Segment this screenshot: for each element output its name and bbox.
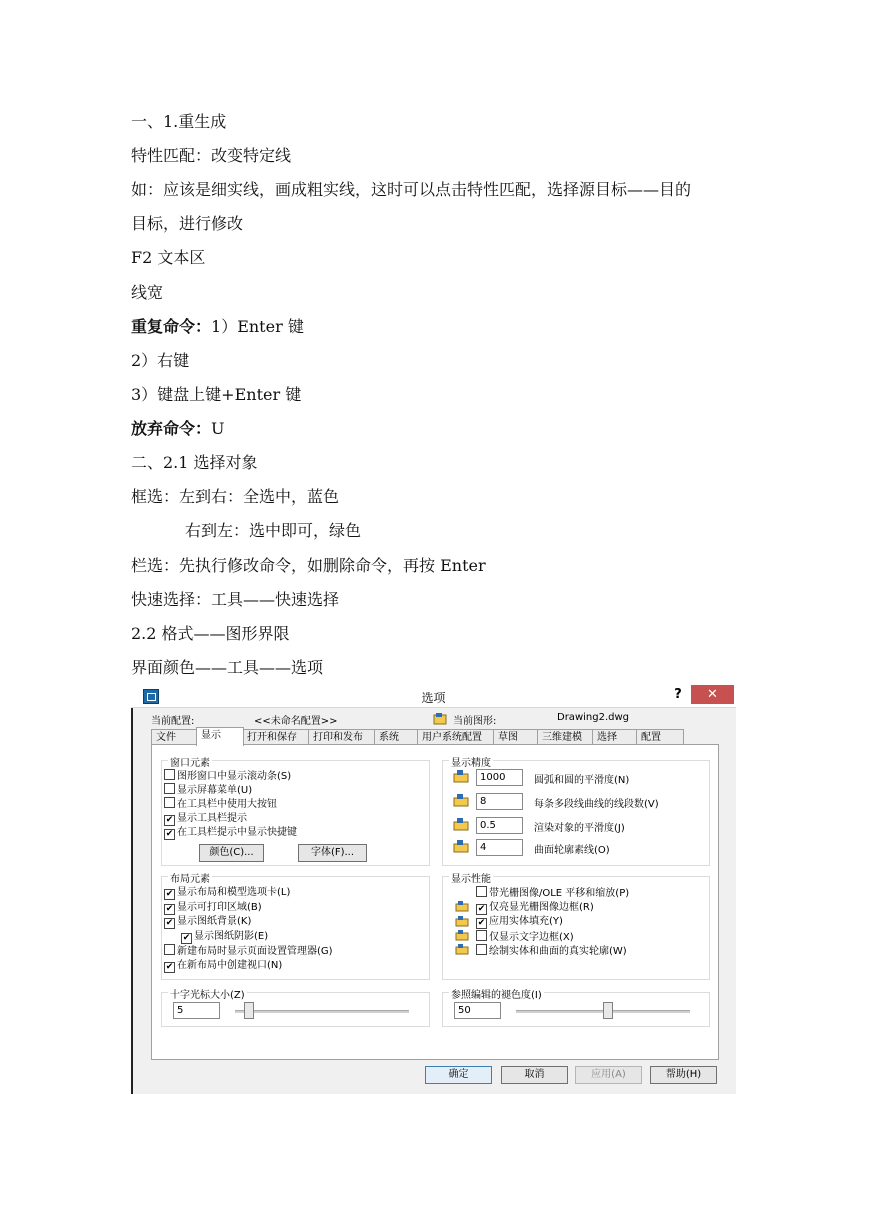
crosshair-size-group [161, 992, 430, 1027]
tab-3d-modeling[interactable]: 三维建模 [537, 729, 597, 745]
doc-line: 2）右键 [131, 351, 190, 370]
colors-button[interactable]: 颜色(C)... [199, 844, 264, 862]
performance-icon [455, 929, 469, 941]
rendered-smoothness-input[interactable]: 0.5 [476, 817, 523, 834]
doc-line: 快速选择：工具——快速选择 [131, 590, 340, 609]
doc-line: 线宽 [131, 283, 164, 302]
current-drawing-label: 当前图形: [453, 716, 497, 727]
tab-display[interactable]: 显示 [196, 727, 244, 746]
checkbox-solid-fill[interactable] [476, 915, 563, 929]
polyline-segments-input[interactable]: 8 [476, 793, 523, 810]
layout-elements-title: 布局元素 [168, 870, 212, 885]
checkbox-page-setup-manager[interactable] [164, 944, 333, 958]
checkbox-box[interactable]: ✔ [165, 829, 174, 839]
crosshair-size-title: 十字光标大小(Z) [168, 986, 247, 1001]
checkbox-label: 在新布局中创建视口(N) [177, 960, 283, 971]
checkbox-box[interactable] [164, 944, 175, 955]
drawing-file-icon [433, 713, 447, 725]
performance-icon [455, 915, 469, 927]
checkbox-printable-area[interactable] [164, 901, 262, 915]
checkbox-box[interactable]: ✔ [477, 904, 486, 914]
doc-text: 1）Enter 键 [211, 317, 304, 336]
checkbox-screen-menu[interactable] [164, 783, 252, 797]
display-performance-title: 显示性能 [449, 870, 493, 885]
current-drawing-value: Drawing2.dwg [557, 712, 629, 723]
window-elements-group [161, 760, 430, 866]
tab-selection[interactable]: 选择 [592, 729, 640, 745]
current-profile-label: 当前配置: [151, 716, 195, 727]
checkbox-box[interactable]: ✔ [165, 918, 174, 928]
ok-button[interactable]: 确定 [425, 1066, 492, 1084]
contour-lines-label: 曲面轮廓素线(O) [534, 845, 610, 856]
precision-icon [453, 839, 469, 853]
current-profile-value: <<未命名配置>> [254, 716, 338, 727]
doc-line-repeat-command [131, 316, 304, 338]
checkbox-label: 仅显示文字边框(X) [489, 932, 574, 943]
precision-icon [453, 769, 469, 783]
layout-elements-group [161, 876, 430, 980]
doc-line: 特性匹配：改变特定线 [131, 146, 292, 165]
checkbox-box[interactable]: ✔ [165, 904, 174, 914]
help-button[interactable]: 帮助(H) [650, 1066, 717, 1084]
doc-line: 二、2.1 选择对象 [131, 453, 258, 472]
checkbox-paper-shadow[interactable] [181, 930, 268, 944]
checkbox-true-silhouettes[interactable] [476, 944, 627, 958]
crosshair-size-input[interactable]: 5 [173, 1002, 220, 1019]
checkbox-large-buttons[interactable] [164, 797, 277, 811]
checkbox-label: 绘制实体和曲面的真实轮廓(W) [489, 946, 627, 957]
polyline-segments-label: 每条多段线曲线的线段数(V) [534, 799, 659, 810]
checkbox-label: 带光栅图像/OLE 平移和缩放(P) [489, 888, 630, 899]
doc-bold-term: 重复命令： [131, 317, 212, 336]
doc-line: 目标，进行修改 [131, 214, 244, 233]
tab-plot-publish[interactable]: 打印和发布 [308, 729, 380, 745]
arc-circle-smoothness-input[interactable]: 1000 [476, 769, 523, 786]
tab-open-save[interactable]: 打开和保存 [242, 729, 314, 745]
display-precision-title: 显示精度 [449, 754, 493, 769]
display-tab-panel [151, 744, 719, 1060]
checkbox-label: 在工具栏中使用大按钮 [177, 799, 277, 810]
checkbox-label: 显示图纸背景(K) [177, 916, 252, 927]
xref-fade-slider-thumb[interactable] [603, 1002, 613, 1019]
checkbox-box[interactable] [476, 944, 487, 955]
checkbox-box[interactable]: ✔ [182, 933, 191, 943]
rendered-smoothness-label: 渲染对象的平滑度(J) [534, 823, 625, 834]
xref-fade-title: 参照编辑的褪色度(I) [449, 986, 544, 1001]
checkbox-box[interactable] [164, 783, 175, 794]
checkbox-box[interactable]: ✔ [165, 962, 174, 972]
precision-icon [453, 793, 469, 807]
fonts-button[interactable]: 字体(F)... [298, 844, 367, 862]
doc-line: 界面颜色——工具——选项 [131, 658, 324, 677]
checkbox-text-boundary-only[interactable] [476, 930, 574, 944]
arc-circle-smoothness-label: 圆弧和圆的平滑度(N) [534, 775, 630, 786]
doc-line: 右到左：选中即可，绿色 [185, 521, 362, 540]
tab-files[interactable]: 文件 [151, 729, 199, 745]
performance-icon [455, 943, 469, 955]
precision-icon [453, 817, 469, 831]
help-icon[interactable]: ? [674, 687, 682, 702]
checkbox-label: 图形窗口中显示滚动条(S) [177, 771, 292, 782]
close-button[interactable]: ✕ [691, 685, 734, 704]
dialog-title: 选项 [421, 691, 446, 705]
doc-line-undo-command [131, 418, 225, 440]
doc-line: 一、1.重生成 [131, 112, 227, 131]
tab-system[interactable]: 系统 [374, 729, 422, 745]
xref-fade-input[interactable]: 50 [454, 1002, 501, 1019]
window-elements-title: 窗口元素 [168, 754, 212, 769]
dialog-left-edge [131, 685, 133, 1094]
checkbox-box[interactable] [476, 930, 487, 941]
doc-line: 框选：左到右：全选中，蓝色 [131, 487, 340, 506]
checkbox-box[interactable]: ✔ [165, 889, 174, 899]
checkbox-label: 仅亮显光栅图像边框(R) [489, 902, 594, 913]
doc-line: 栏选：先执行修改命令，如删除命令，再按 Enter [131, 556, 486, 575]
tab-profiles[interactable]: 配置 [636, 729, 684, 745]
checkbox-tooltips[interactable] [164, 812, 247, 826]
checkbox-box[interactable] [164, 769, 175, 780]
checkbox-box[interactable] [476, 886, 487, 897]
checkbox-label: 应用实体填充(Y) [489, 916, 563, 927]
apply-button[interactable]: 应用(A) [575, 1066, 642, 1084]
xref-fade-group [442, 992, 710, 1027]
checkbox-shortcut-keys-in-tooltips[interactable] [164, 826, 297, 840]
doc-line: 2.2 格式——图形界限 [131, 624, 290, 643]
tab-user-preferences[interactable]: 用户系统配置 [417, 729, 499, 745]
contour-lines-input[interactable]: 4 [476, 839, 523, 856]
checkbox-label: 在工具栏提示中显示快捷键 [177, 827, 297, 838]
checkbox-label: 显示布局和模型选项卡(L) [177, 887, 291, 898]
doc-line: 如：应该是细实线，画成粗实线，这时可以点击特性匹配，选择源目标——目的 [131, 180, 692, 199]
checkbox-box[interactable]: ✔ [477, 918, 486, 928]
checkbox-create-viewport[interactable] [164, 959, 282, 973]
checkbox-label: 显示屏幕菜单(U) [177, 785, 253, 796]
display-performance-group [442, 876, 710, 980]
doc-text: U [211, 419, 225, 438]
checkbox-raster-pan-zoom[interactable] [476, 886, 629, 900]
checkbox-label: 显示可打印区域(B) [177, 902, 262, 913]
cancel-button[interactable]: 取消 [501, 1066, 568, 1084]
display-precision-group [442, 760, 710, 866]
crosshair-size-slider-track[interactable] [235, 1010, 409, 1013]
checkbox-box[interactable]: ✔ [165, 815, 174, 825]
performance-icon [455, 900, 469, 912]
doc-line: 3）键盘上键+Enter 键 [131, 385, 302, 404]
checkbox-box[interactable] [164, 797, 175, 808]
tab-drafting[interactable]: 草图 [493, 729, 541, 745]
checkbox-label: 显示图纸阴影(E) [194, 931, 269, 942]
checkbox-scroll-bars[interactable] [164, 769, 291, 783]
dialog-titlebar[interactable] [131, 685, 736, 708]
checkbox-label: 显示工具栏提示 [177, 813, 247, 824]
options-dialog [131, 685, 736, 1094]
checkbox-label: 新建布局时显示页面设置管理器(G) [177, 946, 333, 957]
doc-bold-term: 放弃命令： [131, 419, 212, 438]
doc-line: F2 文本区 [131, 248, 206, 267]
checkbox-paper-background[interactable] [164, 915, 251, 929]
checkbox-raster-frame-only[interactable] [476, 901, 594, 915]
checkbox-layout-model-tabs[interactable] [164, 886, 290, 900]
crosshair-size-slider-thumb[interactable] [244, 1002, 254, 1019]
